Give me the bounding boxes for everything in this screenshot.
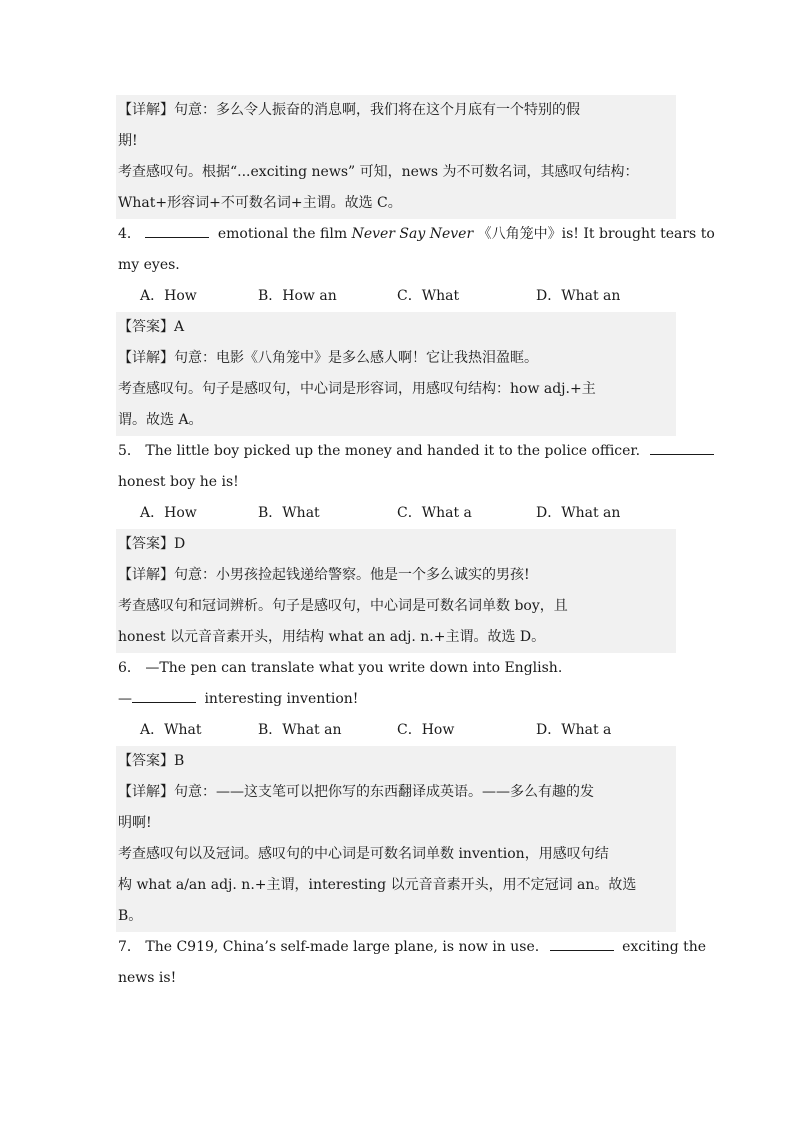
option-b: B．How an bbox=[258, 288, 337, 304]
question-4 bbox=[118, 219, 715, 436]
stem-continuation bbox=[118, 684, 676, 715]
stem-text: The C919, China’s self-made large plane, is now in use. bbox=[145, 939, 540, 955]
film-title: Never Say Never bbox=[351, 226, 474, 242]
question-5 bbox=[118, 436, 676, 653]
analysis-text: 构 what a/an adj. n.+主谓，interesting 以元音音素开头，用不定冠词 an。故选 bbox=[118, 877, 637, 893]
stem-text: emotional the film bbox=[217, 226, 348, 242]
answer-text: 【答案】A bbox=[118, 319, 185, 335]
stem-continuation: news is! bbox=[118, 970, 177, 986]
question-number: 5． bbox=[118, 443, 141, 459]
q5-explanation bbox=[116, 529, 676, 653]
analysis-text: What+形容词+不可数名词+主谓。故选 C。 bbox=[118, 195, 402, 211]
analysis-text: 考查感叹句。根据“...exciting news” 可知，news 为不可数名词，其感叹句结构： bbox=[118, 164, 639, 180]
q3-explanation bbox=[116, 95, 676, 219]
option-d: D．What an bbox=[536, 288, 621, 304]
analysis-text: B。 bbox=[118, 908, 143, 924]
option-b: B．What an bbox=[258, 722, 342, 738]
answer-text: 【答案】D bbox=[118, 536, 186, 552]
option-c: C．What bbox=[397, 288, 460, 304]
question-number: 6． bbox=[118, 660, 141, 676]
analysis-text: 考查感叹句。句子是感叹句，中心词是形容词，用感叹句结构：how adj.+主 bbox=[118, 381, 596, 397]
question-stem bbox=[118, 653, 676, 684]
dialog-dash: — bbox=[118, 691, 132, 707]
question-7 bbox=[118, 932, 707, 994]
stem-continuation: honest boy he is! bbox=[118, 474, 239, 490]
detail-text: 【详解】句意：小男孩捡起钱递给警察。他是一个多么诚实的男孩! bbox=[118, 567, 530, 583]
question-stem bbox=[118, 219, 715, 250]
option-d: D．What a bbox=[536, 722, 612, 738]
detail-text: 明啊! bbox=[118, 815, 152, 831]
question-number: 4． bbox=[118, 226, 141, 242]
options-row bbox=[118, 498, 676, 529]
options-row bbox=[118, 281, 676, 312]
question-stem bbox=[118, 436, 676, 467]
option-c: C．How bbox=[397, 722, 455, 738]
question-6 bbox=[118, 653, 676, 932]
document-content bbox=[118, 95, 715, 994]
q4-explanation bbox=[116, 312, 676, 436]
detail-text: 【详解】句意：电影《八角笼中》是多么感人啊！它让我热泪盈眶。 bbox=[118, 350, 538, 366]
option-b: B．What bbox=[258, 505, 320, 521]
answer-blank bbox=[650, 440, 714, 455]
q6-explanation bbox=[116, 746, 676, 932]
question-number: 7． bbox=[118, 939, 141, 955]
answer-blank bbox=[550, 936, 614, 951]
options-row bbox=[118, 715, 676, 746]
stem-text: The little boy picked up the money and handed it to the police officer. bbox=[145, 443, 641, 459]
analysis-text: 考查感叹句以及冠词。感叹句的中心词是可数名词单数 invention，用感叹句结 bbox=[118, 846, 609, 862]
option-d: D．What an bbox=[536, 505, 621, 521]
detail-text: 【详解】句意：——这支笔可以把你写的东西翻译成英语。——多么有趣的发 bbox=[118, 784, 594, 800]
answer-blank bbox=[145, 223, 209, 238]
option-a: A．What bbox=[140, 722, 202, 738]
option-c: C．What a bbox=[397, 505, 472, 521]
option-a: A．How bbox=[140, 288, 197, 304]
answer-blank bbox=[132, 688, 196, 703]
stem-text: 《八角笼中》is! It brought tears to bbox=[477, 226, 715, 242]
detail-text: 【详解】句意：多么令人振奋的消息啊，我们将在这个月底有一个特别的假 bbox=[118, 102, 580, 118]
stem-text: —The pen can translate what you write down into English. bbox=[145, 660, 563, 676]
option-a: A．How bbox=[140, 505, 197, 521]
stem-text: exciting the bbox=[622, 939, 707, 955]
answer-text: 【答案】B bbox=[118, 753, 185, 769]
detail-text: 期! bbox=[118, 133, 138, 149]
analysis-text: 谓。故选 A。 bbox=[118, 412, 203, 428]
stem-text: interesting invention! bbox=[204, 691, 359, 707]
analysis-text: 考查感叹句和冠词辨析。句子是感叹句，中心词是可数名词单数 boy，且 bbox=[118, 598, 568, 614]
analysis-text: honest 以元音音素开头，用结构 what an adj. n.+主谓。故选 D。 bbox=[118, 629, 546, 645]
question-stem bbox=[118, 932, 707, 963]
stem-continuation: my eyes. bbox=[118, 257, 180, 273]
